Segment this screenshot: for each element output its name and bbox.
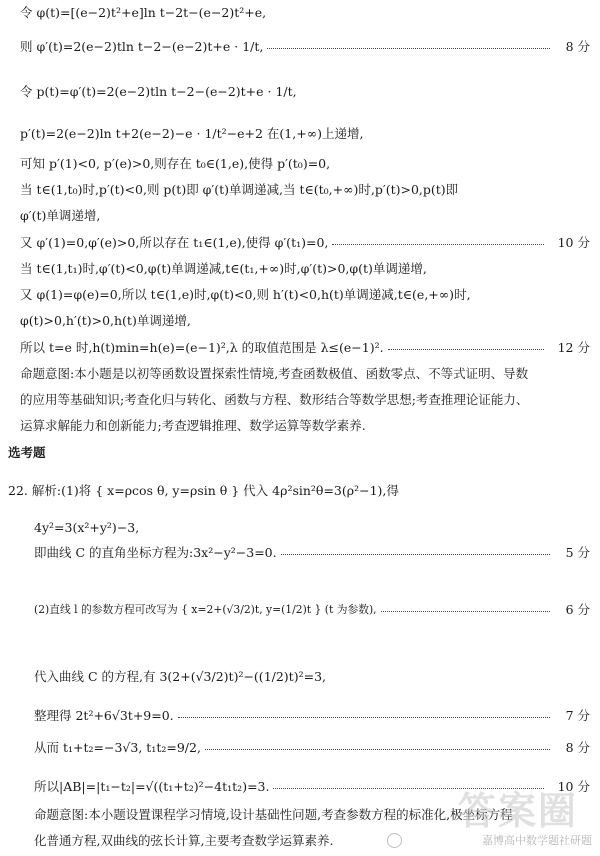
- score-mark: 5 分: [565, 545, 590, 560]
- line-text: 又 φ(1)=φ(e)=0,所以 t∈(1,e)时,φ(t)<0,则 h′(t)<0,h(t)单调递减,t∈(e,+∞)时,: [20, 287, 471, 302]
- solution-line: [0, 180, 600, 202]
- line-text: 22. 解析:(1)将 { x=ρcos θ, y=ρsin θ } 代入 4ρ²sin²θ=3(ρ²−1),得: [8, 483, 399, 498]
- line-text: 从而 t₁+t₂=−3√3, t₁t₂=9/2,: [34, 740, 201, 755]
- line-text: 当 t∈(1,t₀)时,p′(t)<0,则 p(t)即 φ′(t)单调递减,当 t∈(t₀,+∞)时,p′(t)>0,p(t)即: [20, 182, 459, 197]
- solution-line: [0, 706, 600, 728]
- dotted-leader: [381, 611, 550, 612]
- solution-line: [0, 518, 600, 540]
- dotted-leader: [332, 244, 544, 245]
- score-mark: 8 分: [565, 39, 590, 54]
- dotted-leader: [388, 349, 544, 350]
- solution-line: [0, 390, 600, 412]
- dotted-leader: [267, 48, 550, 49]
- solution-line: [0, 600, 600, 622]
- score-mark: 10 分: [557, 779, 590, 794]
- line-text: 命题意图:本小题是以初等函数设置探索性情境,考查函数极值、函数零点、不等式证明、导数: [20, 366, 529, 381]
- line-text: 化普通方程,双曲线的弦长计算,主要考查数学运算素养.: [34, 833, 334, 848]
- line-text: 运算求解能力和创新能力;考查逻辑推理、数学运算等数学素养.: [20, 418, 366, 433]
- solution-line: [0, 543, 600, 565]
- line-text: 所以|AB|=|t₁−t₂|=√((t₁+t₂)²−4t₁t₂)=3.: [34, 779, 270, 794]
- section-title: 选考题: [8, 445, 46, 460]
- line-text: 4y²=3(x²+y²)−3,: [34, 520, 140, 535]
- line-text: 命题意图:本小题设置课程学习情境,设计基础性问题,考查参数方程的标准化,极坐标方程: [34, 807, 513, 822]
- watermark-caption: 嘉博高中数学题社研题: [482, 834, 592, 847]
- solution-line: [0, 285, 600, 307]
- solution-line: [0, 481, 600, 503]
- score-mark: 6 分: [565, 602, 590, 617]
- line-text: 所以 t=e 时,h(t)min=h(e)=(e−1)²,λ 的取值范围是 λ≤(e−1)².: [20, 340, 384, 355]
- dotted-leader: [178, 717, 550, 718]
- line-text: 即曲线 C 的直角坐标方程为:3x²−y²−3=0.: [34, 545, 277, 560]
- solution-line: [0, 338, 600, 360]
- line-text: 的应用等基础知识;考查化归与转化、函数与方程、数形结合等数学思想;考查推理论证能力、: [20, 392, 529, 407]
- line-text: p′(t)=2(e−2)ln t+2(e−2)−e · 1/t²−e+2 在(1,+∞)上递增,: [20, 126, 364, 141]
- line-text: 又 φ′(1)=0,φ′(e)>0,所以存在 t₁∈(1,e),使得 φ′(t₁)=0,: [20, 235, 329, 250]
- solution-line: [0, 259, 600, 281]
- solution-line: [0, 82, 600, 104]
- line-text: φ′(t)单调递增,: [20, 208, 101, 223]
- line-text: (2)直线 l 的参数方程可改写为 { x=2+(√3/2)t, y=(1/2)t } (t 为参数),: [34, 603, 377, 616]
- line-text: 则 φ′(t)=2(e−2)tln t−2−(e−2)t+e · 1/t,: [20, 39, 264, 54]
- dotted-leader: [205, 749, 550, 750]
- line-text: 令 φ(t)=[(e−2)t²+e]ln t−2t−(e−2)t²+e,: [20, 5, 267, 20]
- score-mark: 10 分: [557, 235, 590, 250]
- solution-line: [0, 37, 600, 59]
- solution-line: [0, 416, 600, 438]
- watermark-logo-text: 答案圈: [457, 789, 578, 833]
- solution-line: [0, 124, 600, 146]
- dotted-leader: [281, 554, 550, 555]
- line-text: 可知 p′(1)<0, p′(e)>0,则存在 t₀∈(1,e),使得 p′(t₀)=0,: [20, 156, 331, 171]
- line-text: 代入曲线 C 的方程,有 3(2+(√3/2)t)²−((1/2)t)²=3,: [34, 669, 326, 684]
- solution-line: [0, 154, 600, 176]
- score-mark: 7 分: [565, 708, 590, 723]
- solution-line: [0, 311, 600, 333]
- score-mark: 8 分: [565, 740, 590, 755]
- watermark: [377, 780, 592, 850]
- solution-line: [0, 738, 600, 760]
- section-heading: [0, 443, 600, 465]
- line-text: φ(t)>0,h′(t)>0,h(t)单调递增,: [20, 313, 191, 328]
- solution-line: [0, 233, 600, 255]
- solution-line: [0, 667, 600, 689]
- line-text: 整理得 2t²+6√3t+9=0.: [34, 708, 174, 723]
- line-text: 令 p(t)=φ′(t)=2(e−2)tln t−2−(e−2)t+e · 1/t,: [20, 84, 297, 99]
- wechat-icon: [387, 833, 402, 848]
- solution-line: [0, 206, 600, 228]
- solution-line: [0, 364, 600, 386]
- score-mark: 12 分: [557, 340, 590, 355]
- line-text: 当 t∈(1,t₁)时,φ′(t)<0,φ(t)单调递减,t∈(t₁,+∞)时,φ′(t)>0,φ(t)单调递增,: [20, 261, 427, 276]
- solution-line: [0, 3, 600, 25]
